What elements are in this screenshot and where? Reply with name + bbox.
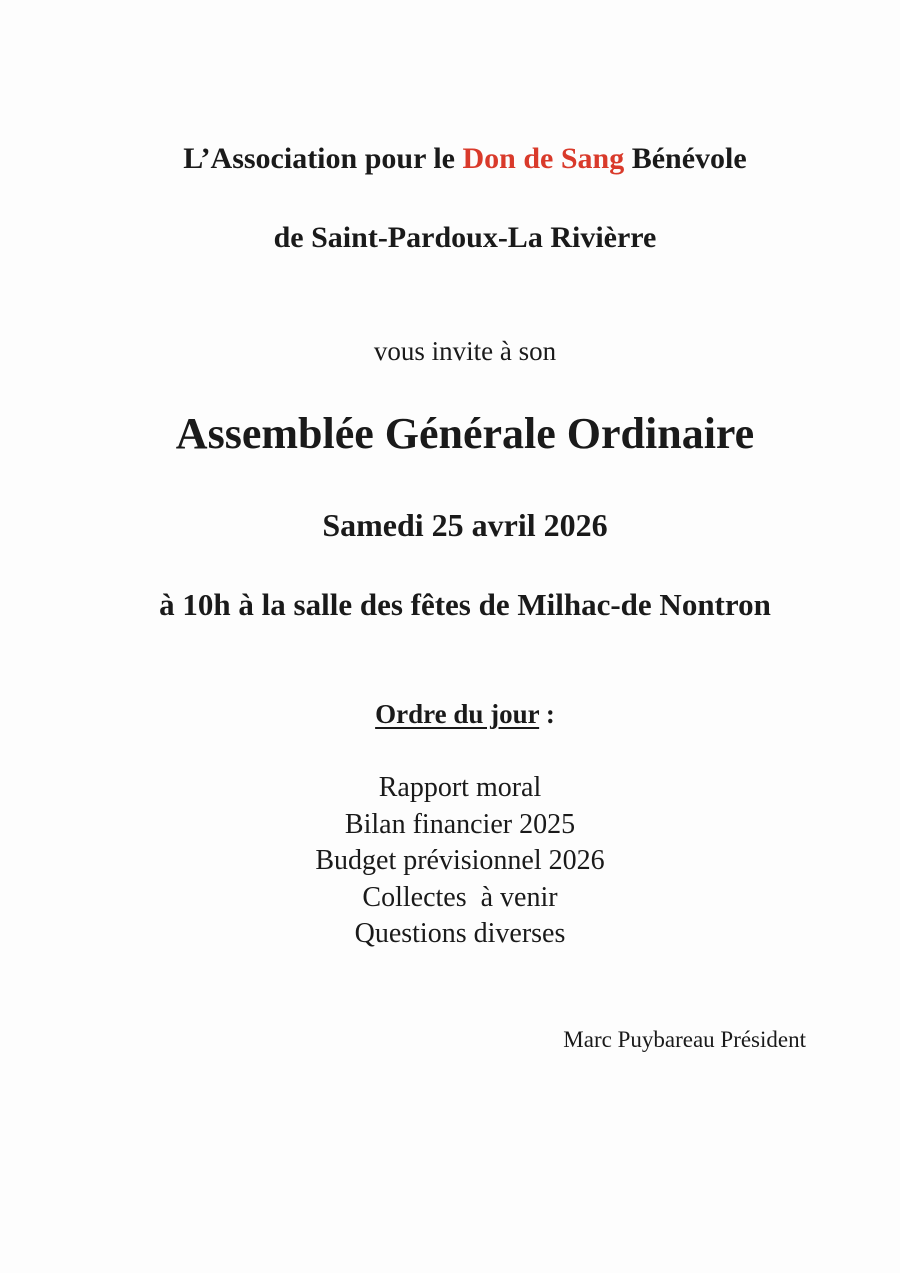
agenda-item: Bilan financier 2025: [344, 808, 576, 840]
don-de-sang-highlight: Don de Sang: [462, 142, 625, 175]
agenda-item: Collectes à venir: [362, 881, 558, 913]
event-date: Samedi 25 avril 2026: [322, 507, 608, 543]
agenda-heading-colon: :: [539, 699, 555, 729]
agenda-item: Questions diverses: [354, 918, 566, 949]
event-title: Assemblée Générale Ordinaire: [175, 409, 755, 458]
association-name-suffix: Bénévole: [624, 142, 747, 175]
agenda-item: Budget prévisionnel 2026: [315, 845, 605, 876]
president-signature: Marc Puybareau Président: [563, 1027, 806, 1052]
agenda-heading-label: Ordre du jour: [375, 699, 540, 729]
event-location: à 10h à la salle des fêtes de Milhac-de Nontron: [159, 587, 771, 622]
association-name-prefix: L’Association pour le: [183, 142, 463, 175]
agenda-list: [0, 770, 900, 953]
invitation-intro: vous invite à son: [373, 336, 557, 366]
association-name-line-2: de Saint-Pardoux-La Rivièrre: [273, 221, 657, 254]
agenda-item: Rapport moral: [378, 772, 542, 803]
association-name-line-1: [0, 142, 900, 176]
agenda-heading: [0, 699, 900, 730]
